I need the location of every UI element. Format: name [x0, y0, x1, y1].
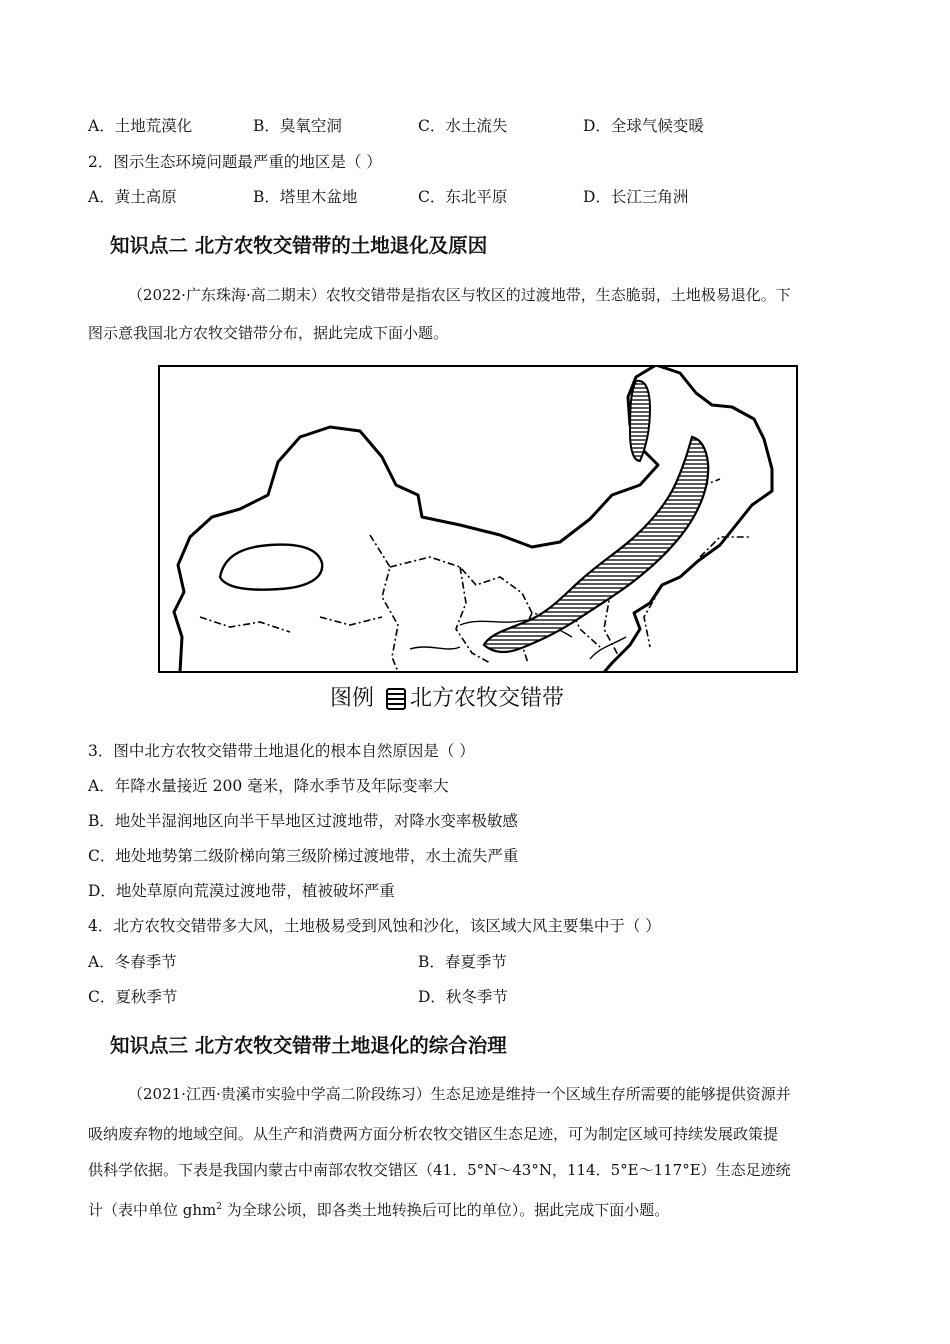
- q4-option-b: B．春夏季节: [418, 953, 507, 971]
- q2-option-d: D．长江三角洲: [583, 188, 689, 206]
- section-3-line-4: [88, 1197, 858, 1220]
- ecotone-north-segment: [630, 381, 650, 461]
- q2-option-a: A．黄土高原: [88, 188, 177, 206]
- q1-option-b: B．臭氧空洞: [253, 117, 342, 135]
- section-3-line-1: （2021·江西·贵溪市实验中学高二阶段练习）生态足迹是维持一个区域生存所需要的能够提供资源并: [128, 1085, 791, 1103]
- section-3-line-3: 供科学依据。下表是我国内蒙古中南部农牧交错区（41．5°N～43°N，114．5°E～117°E）生态足迹统: [88, 1161, 791, 1179]
- q1-option-c: C．水土流失: [418, 117, 508, 135]
- ecotone-band: [484, 437, 708, 652]
- map-legend: [330, 684, 564, 714]
- q1-option-a: A．土地荒漠化: [88, 117, 193, 135]
- q3-option-b: B．地处半湿润地区向半干旱地区过渡地带，对降水变率极敏感: [88, 812, 518, 830]
- unit-superscript: 2: [216, 1202, 222, 1212]
- q2-stem: 2．图示生态环境问题最严重的地区是（ ）: [88, 153, 382, 171]
- section-3-heading: 知识点三 北方农牧交错带土地退化的综合治理: [110, 1034, 507, 1057]
- section-3-line-4-post: 为全球公顷，即各类土地转换后可比的单位）。据此完成下面小题。: [222, 1201, 670, 1219]
- q3-option-d: D．地处草原向荒漠过渡地带，植被破坏严重: [88, 882, 395, 900]
- q3-option-c: C．地处地势第二级阶梯向第三级阶梯过渡地带，水土流失严重: [88, 847, 519, 865]
- q3-stem: 3．图中北方农牧交错带土地退化的根本自然原因是（ ）: [88, 742, 475, 760]
- q4-option-d: D．秋冬季节: [418, 988, 508, 1006]
- q2-option-b: B．塔里木盆地: [253, 188, 358, 206]
- q3-option-a: A．年降水量接近 200 毫米，降水季节及年际变率大: [88, 777, 449, 795]
- q4-option-c: C．夏秋季节: [88, 988, 178, 1006]
- china-farming-pastoral-map: [158, 365, 798, 673]
- q2-option-c: C．东北平原: [418, 188, 508, 206]
- section-2-intro-line-1: （2022·广东珠海·高二期末）农牧交错带是指农区与牧区的过渡地带，生态脆弱，土地极易退化。下: [128, 286, 791, 304]
- q1-option-d: D．全球气候变暖: [583, 117, 704, 135]
- section-3-line-4-pre: 计（表中单位 ghm: [88, 1201, 217, 1219]
- section-2-heading: 知识点二 北方农牧交错带的土地退化及原因: [110, 234, 488, 257]
- section-2-intro-line-2: 图示意我国北方农牧交错带分布，据此完成下面小题。: [88, 324, 449, 342]
- q4-option-a: A．冬春季节: [88, 953, 177, 971]
- section-3-line-2: 吸纳废弃物的地域空间。从生产和消费两方面分析农牧交错区生态足迹，可为制定区域可持续发展政策提: [88, 1125, 779, 1143]
- legend-hatch-icon: [386, 688, 406, 710]
- q4-stem: 4．北方农牧交错带多大风，土地极易受到风蚀和沙化，该区域大风主要集中于（ ）: [88, 917, 661, 935]
- legend-label: 北方农牧交错带: [410, 686, 565, 711]
- legend-title: 图例: [330, 686, 375, 711]
